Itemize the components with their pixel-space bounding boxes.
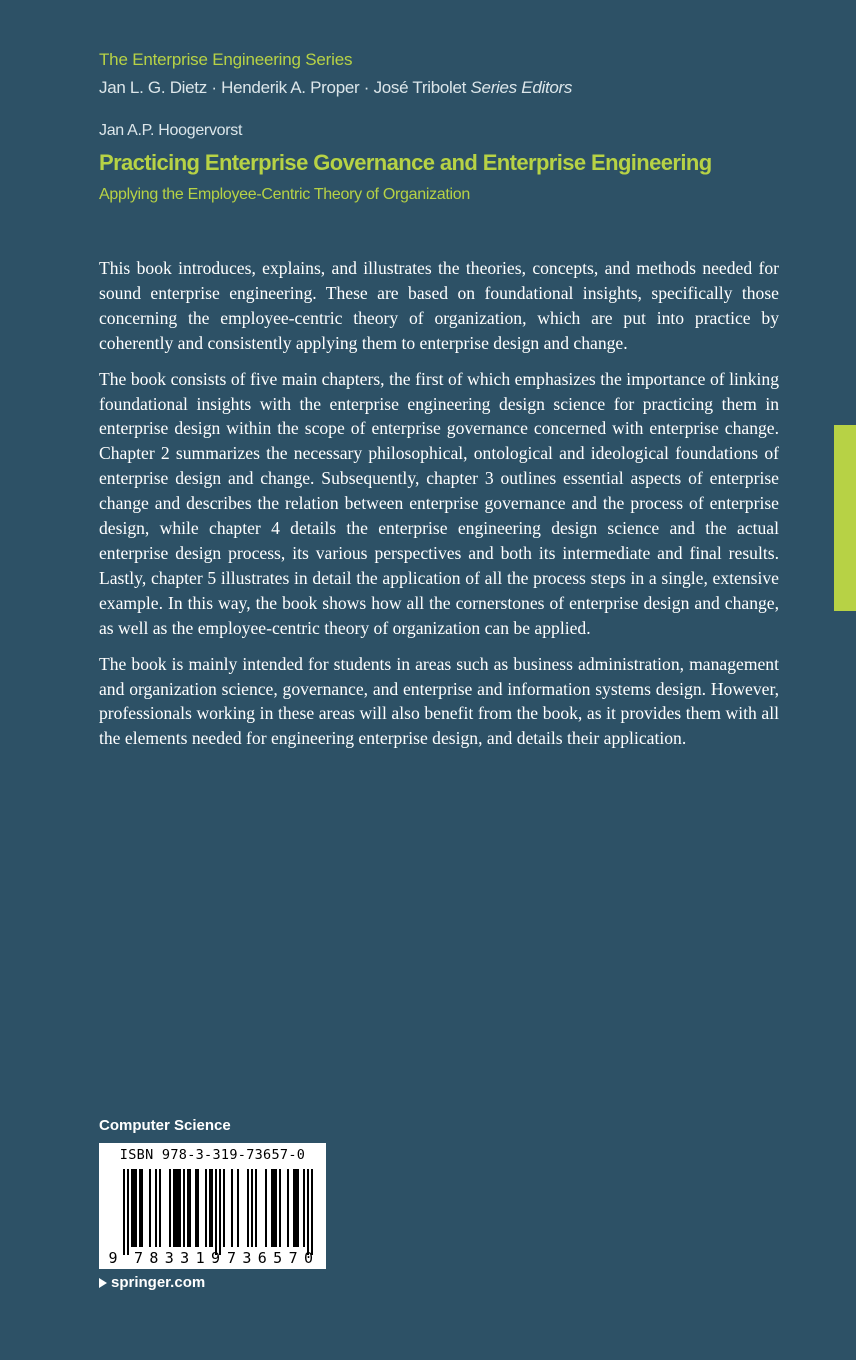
series-editors (99, 78, 572, 98)
barcode-bar (215, 1169, 217, 1255)
publisher-link[interactable] (99, 1274, 205, 1291)
barcode-bar (307, 1169, 309, 1255)
barcode-bar (135, 1169, 137, 1247)
ean-right-group: 736570 (227, 1249, 313, 1267)
spine-color-tab (834, 425, 856, 611)
barcode-bar (231, 1169, 233, 1247)
book-title: Practicing Enterprise Governance and Enterprise Engineering (99, 150, 712, 175)
barcode-bar (177, 1169, 179, 1247)
barcode-bar (175, 1169, 177, 1247)
barcode-bar (189, 1169, 191, 1247)
barcode-bar (279, 1169, 281, 1247)
series-title: The Enterprise Engineering Series (99, 50, 353, 69)
barcode-graphic (99, 1143, 326, 1269)
book-subtitle: Applying the Employee-Centric Theory of Organization (99, 186, 470, 203)
barcode-bar (271, 1169, 273, 1247)
barcode-bar (149, 1169, 151, 1247)
barcode-bar (183, 1169, 185, 1247)
barcode-bar (195, 1169, 197, 1247)
barcode-bar (251, 1169, 253, 1247)
description-paragraph: This book introduces, explains, and illustrates the theories, concepts, and methods needed for sound enterprise engineering. These are based on foundational insights, specifically those concerning the employee-centric theory of organization, which are put into practice by coherently and consistently applying them to enterprise design and change. (99, 258, 779, 353)
book-description (99, 256, 779, 762)
barcode-bar (209, 1169, 211, 1247)
publisher-link-text: springer.com (111, 1274, 206, 1291)
barcode-bar (275, 1169, 277, 1247)
barcode-bar (133, 1169, 135, 1247)
series-editors-names: Jan L. G. Dietz · Henderik A. Proper · José Tribolet (99, 78, 467, 97)
barcode-bar (141, 1169, 143, 1247)
barcode-bar (179, 1169, 181, 1247)
description-paragraph: The book is mainly intended for students in areas such as business administration, management and organization science, governance, and enterprise and information systems design. However, professionals working in these areas will also benefit from the book, as it provides them with all the elements needed for engineering enterprise design, and details their application. (99, 653, 779, 749)
barcode-bar (255, 1169, 257, 1247)
ean-first-digit: 9 (108, 1249, 118, 1267)
barcode-bar (131, 1169, 133, 1247)
barcode-bar (173, 1169, 175, 1247)
ean-left-group: 783319 (134, 1249, 220, 1267)
series-editors-role: Series Editors (470, 78, 573, 97)
barcode-bars (123, 1169, 313, 1255)
arrow-right-icon (99, 1278, 107, 1288)
barcode-bar (237, 1169, 239, 1247)
barcode-bar (205, 1169, 207, 1247)
barcode-bar (303, 1169, 305, 1247)
barcode-bar (155, 1169, 157, 1247)
subject-category: Computer Science (99, 1117, 231, 1134)
barcode-bar (287, 1169, 289, 1247)
barcode-bar (293, 1169, 295, 1247)
barcode-bar (187, 1169, 189, 1247)
barcode-bar (223, 1169, 225, 1247)
description-paragraph: The book consists of five main chapters, the first of which emphasizes the importance of linking foundational insights with the enterprise engineering design science for practicing them in enterprise design within the scope of enterprise governance concerned with enterprise change. Chapter 2 summarizes the necessary philosophical, ontological and ideological foundations of enterprise design and change. Subsequently, chapter 3 outlines essential aspects of enterprise change and describes the relation between enterprise governance and the process of enterprise design, while chapter 4 details the enterprise engineering design science and the actual enterprise design process, its various perspectives and both its intermediate and final results. Lastly, chapter 5 illustrates in detail the application of all the process steps in a single, extensive example. In this way, the book shows how all the cornerstones of enterprise design and change, as well as the employee-centric theory of organization can be applied. (99, 368, 779, 638)
barcode-bar (311, 1169, 313, 1255)
barcode-bar (297, 1169, 299, 1247)
isbn-barcode (99, 1143, 326, 1269)
barcode-bar (139, 1169, 141, 1247)
isbn-label: ISBN 978-3-319-73657-0 (119, 1147, 306, 1163)
book-author: Jan A.P. Hoogervorst (99, 122, 243, 139)
barcode-bar (265, 1169, 267, 1247)
barcode-bar (159, 1169, 161, 1247)
barcode-bar (295, 1169, 297, 1247)
barcode-bar (247, 1169, 249, 1247)
barcode-bar (169, 1169, 171, 1247)
barcode-bar (197, 1169, 199, 1247)
barcode-bar (273, 1169, 275, 1247)
barcode-bar (219, 1169, 221, 1255)
barcode-bar (123, 1169, 125, 1255)
barcode-bar (127, 1169, 129, 1255)
barcode-bar (211, 1169, 213, 1247)
